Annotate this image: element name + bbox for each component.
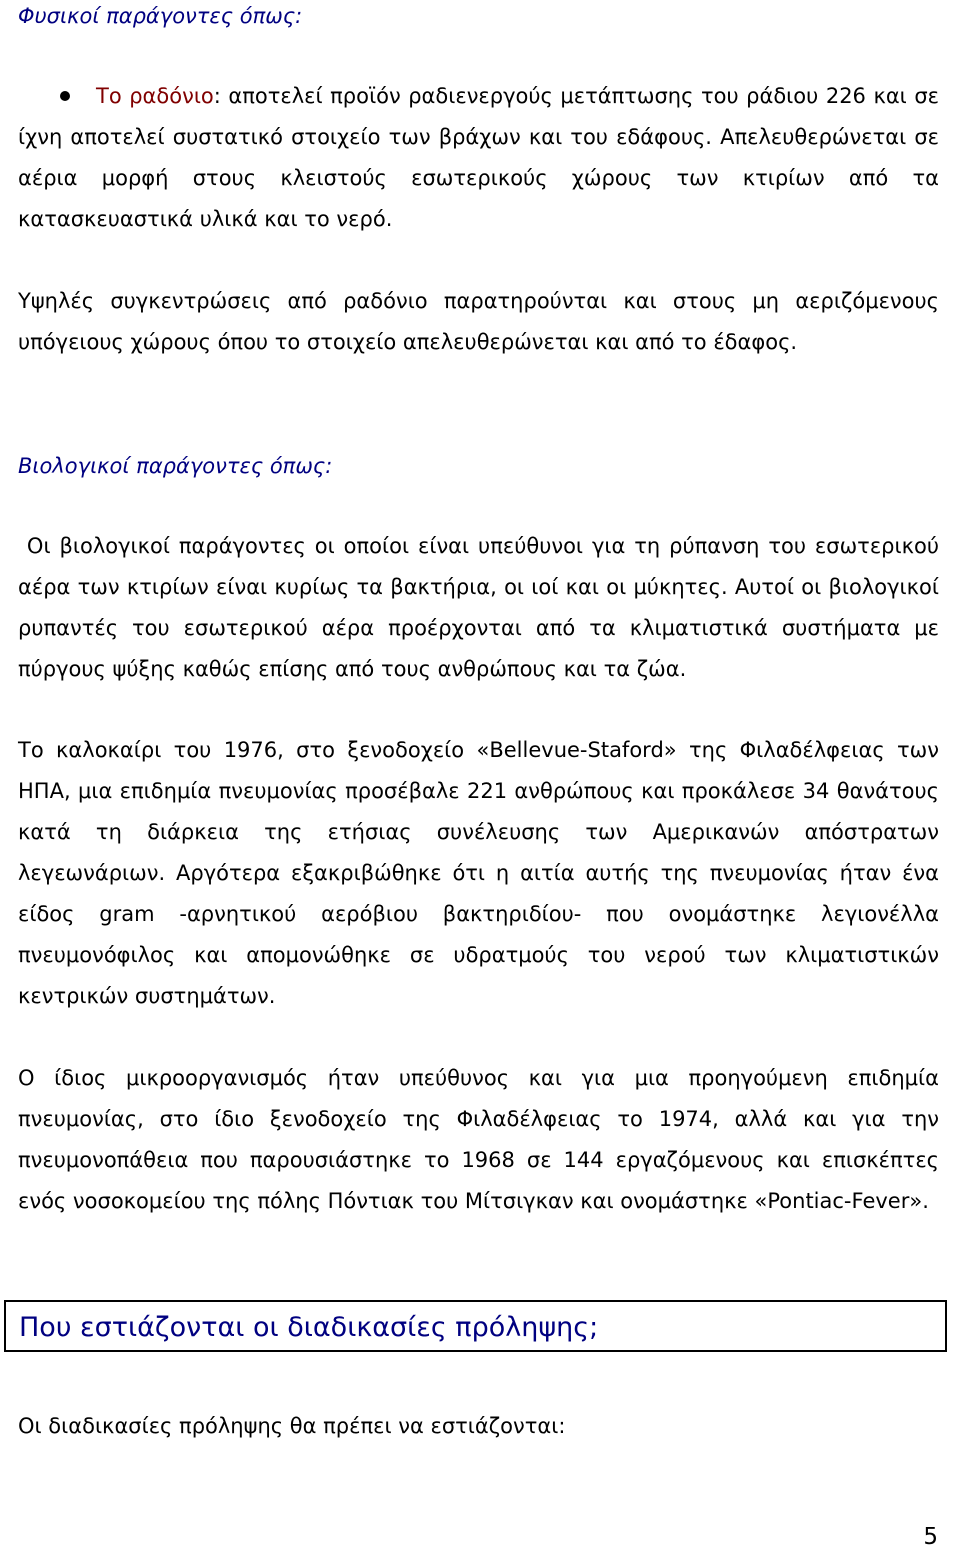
radon-term: Το ραδόνιο [96, 84, 214, 108]
prevention-heading-box: Που εστιάζονται οι διαδικασίες πρόληψης; [4, 1300, 947, 1352]
biological-paragraph-2: Το καλοκαίρι του 1976, στο ξενοδοχείο «Bellevue-Staford» της Φιλαδέλφειας των ΗΠΑ, μια επιδημία πνευμονίας προσέβαλε 221 ανθρώπους και προκάλεσε 34 θανάτους κατά τη διάρκεια της ετήσιας συνέλευσης των Αμερικανών απόστρατων λεγεωνάριων. Αργότερα εξακριβώθηκε ότι η αιτία αυτής της πνευμονίας ήταν ένα είδος gram -αρνητικού αερόβιου βακτηριδίου- που ονομάστηκε λεγιονέλλα πνευμονόφιλος και απομονώθηκε σε υδρατμούς του νερού των κλιματιστικών κεντρικών συστημάτων. [18, 738, 939, 1008]
bullet-icon [60, 91, 70, 101]
biological-paragraph-1: Οι βιολογικοί παράγοντες οι οποίοι είναι υπεύθυνοι για τη ρύπανση του εσωτερικού αέρα των κτιρίων είναι κυρίως τα βακτήρια, οι ιοί και οι μύκητες. Αυτοί οι βιολογικοί ρυπαντές του εσωτερικού αέρα προέρχονται από τα κλιματιστικά συστήματα με πύργους ψύξης καθώς επίσης από τους ανθρώπους και τα ζώα. [18, 534, 946, 681]
biological-factors-heading: Βιολογικοί παράγοντες όπως: [18, 454, 333, 478]
radon-paragraph: Υψηλές συγκεντρώσεις από ραδόνιο παρατηρούνται και στους μη αεριζόμενους υπόγειους χώρους όπου το στοιχείο απελευθερώνεται και από το έδαφος. [18, 289, 939, 354]
prevention-intro: Οι διαδικασίες πρόληψης θα πρέπει να εστιάζονται: [18, 1414, 566, 1438]
biological-paragraph-3: Ο ίδιος μικροοργανισμός ήταν υπεύθυνος και για μια προηγούμενη επιδημία πνευμονίας, στο ίδιο ξενοδοχείο της Φιλαδέλφειας το 1974, αλλά και για την πνευμονοπάθεια που παρουσιάστηκε το 1968 σε 144 εργαζόμενους και επισκέπτες ενός νοσοκομείου της πόλης Πόντιακ του Μίτσιγκαν και ονομάστηκε «Pontiac-Fever». [18, 1066, 939, 1213]
list-item [18, 76, 939, 240]
physical-factors-list [18, 76, 939, 240]
radon-description: : αποτελεί προϊόν ραδιενεργούς μετάπτωσης του ράδιου 226 και σε ίχνη αποτελεί συστατικό στοιχείο των βράχων και του εδάφους. Απελευθερώνεται σε αέρια μορφή στους κλειστούς εσωτερικούς χώρους των κτιρίων από τα κατασκευαστικά υλικά και το νερό. [18, 84, 939, 231]
page-number: 5 [923, 1524, 938, 1550]
physical-factors-heading: Φυσικοί παράγοντες όπως: [18, 4, 303, 28]
